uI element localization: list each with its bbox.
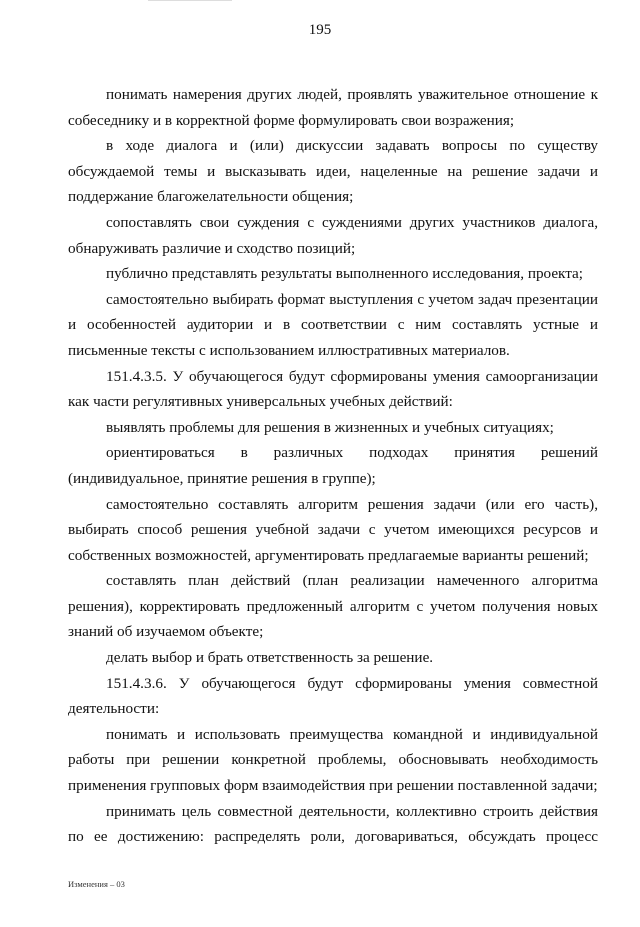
paragraph: составлять план действий (план реализации намеченного алгоритма решения), корректировать предложенный алгоритм с учетом получения новых знаний об изучаемом объекте; [68,572,598,641]
paragraph: делать выбор и брать ответственность за решение. [106,649,434,667]
page-number: 195 [308,22,332,38]
section-paragraph: 151.4.3.6. У обучающегося будут сформированы умения совместной деятельности: [68,674,598,718]
paragraph: самостоятельно выбирать формат выступления с учетом задач презентации и особенностей аудитории и в соответствии с ним составлять устные и письменные тексты с использованием иллюстративных материалов. [68,290,598,359]
paragraph: принимать цель совместной деятельности, коллективно строить действия по ее достижению: распределять роли, договариваться, обсуждать процесс [68,802,598,846]
scan-artifact-line [148,0,232,7]
paragraph: сопоставлять свои суждения с суждениями других участников диалога, обнаруживать различие и сходство позиций; [68,213,598,257]
paragraph: понимать и использовать преимущества командной и индивидуальной работы при решении конкретной проблемы, обосновывать необходимость применения групповых форм взаимодействия при решении поставленной задачи; [68,725,598,795]
section-paragraph: 151.4.3.5. У обучающегося будут сформированы умения самоорганизации как части регулятивных универсальных учебных действий: [68,367,598,411]
paragraph: в ходе диалога и (или) дискуссии задавать вопросы по существу обсуждаемой темы и высказывать идеи, нацеленные на решение задачи и поддержание благожелательности общения; [68,137,598,206]
paragraph: ориентироваться в различных подходах принятия решений (индивидуальное, принятие решения в группе); [68,444,598,487]
document-body [68,82,598,850]
paragraph: публично представлять результаты выполненного исследования, проекта; [106,265,584,283]
paragraph: выявлять проблемы для решения в жизненных и учебных ситуациях; [106,418,554,436]
paragraph: понимать намерения других людей, проявлять уважительное отношение к собеседнику и в корректной форме формулировать свои возражения; [68,86,598,129]
revision-footer: Изменения – 03 [68,879,125,889]
paragraph: самостоятельно составлять алгоритм решения задачи (или его часть), выбирать способ решения учебной задачи с учетом имеющихся ресурсов и собственных возможностей, аргументировать предлагаемые варианты решений; [68,495,598,564]
